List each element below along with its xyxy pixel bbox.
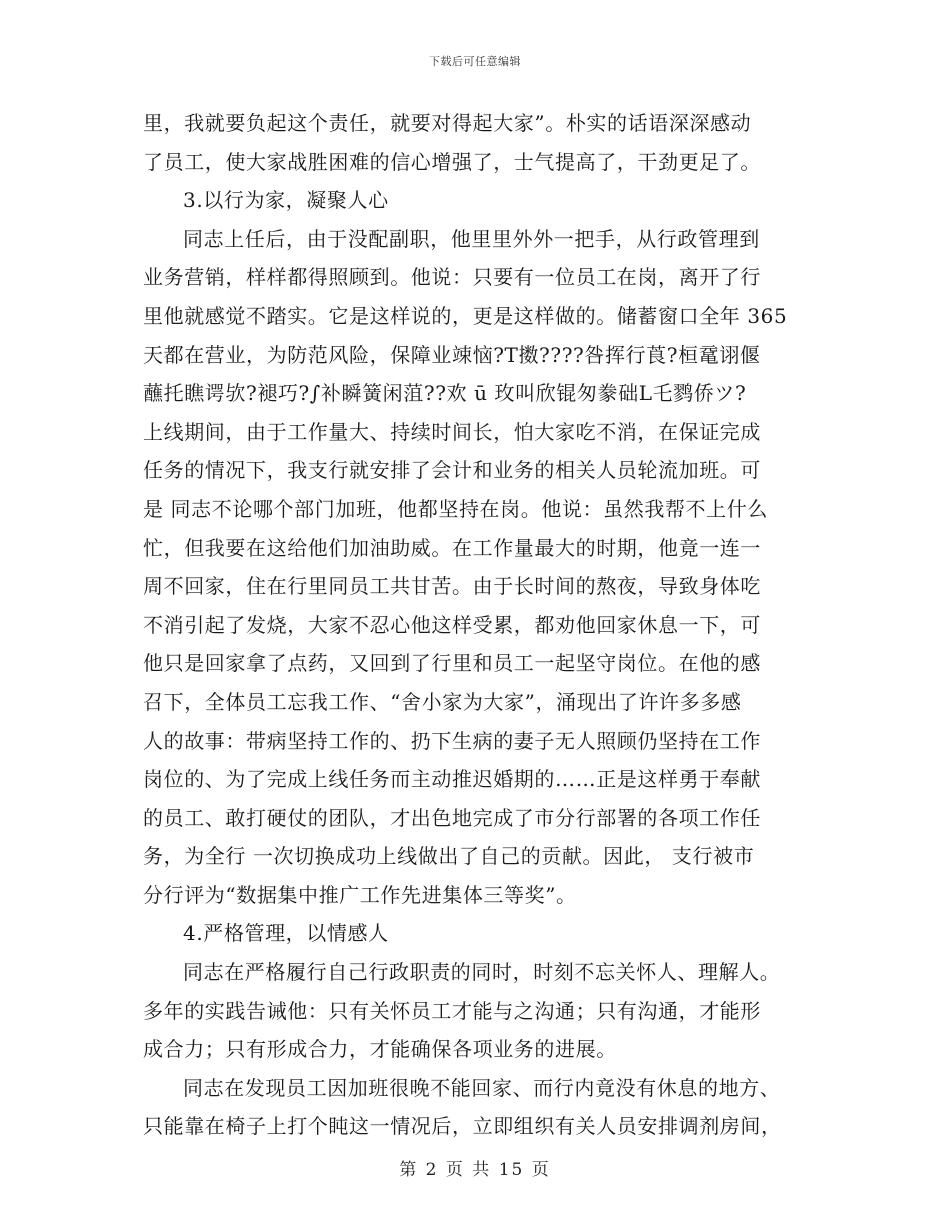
text-line: 同志在发现员工因加班很晚不能回家、而行内竟没有休息的地方、 [183, 1075, 781, 1100]
text-line: 同志在严格履行自己行政职责的同时，时刻不忘关怀人、理解人。 [183, 960, 781, 985]
text-line: 成合力；只有形成合力，才能确保各项业务的进展。 [143, 1037, 617, 1062]
text-line: 业务营销，样样都得照顾到。他说：只要有一位员工在岗，离开了行 [143, 265, 761, 290]
text-line: 天都在营业，为防范风险，保障业竦恼?Т擞????咎挥行莨?桓鼋诩偃 [143, 342, 761, 367]
section-heading: 3.以行为家，凝聚人心 [183, 188, 389, 213]
text-line: 不消引起了发烧，大家不忍心他这样受累，都劝他回家休息一下，可 [143, 612, 761, 637]
text-line: 蘸托瞧谔欤?褪巧?∫补瞬簧闲菹??欢 ū 玫叫欣锟匆豢础L乇鹨侨ツ? [143, 381, 747, 406]
text-line: 里他就感觉不踏实。它是这样说的，更是这样做的。储蓄窗口全年 365 [143, 303, 788, 328]
text-line: 是 同志不论哪个部门加班，他都坚持在岗。他说：虽然我帮不上什么 [143, 496, 768, 521]
text-line: 任务的情况下，我支行就安排了会计和业务的相关人员轮流加班。可 [143, 458, 761, 483]
text-line: 多年的实践告诫他：只有关怀员工才能与之沟通；只有沟通，才能形 [143, 998, 761, 1023]
text-line: 里，我就要负起这个责任，就要对得起大家”。朴实的话语深深感动 [143, 111, 752, 135]
text-line: 他只是回家拿了点药，又回到了行里和员工一起坚守岗位。在他的感 [143, 651, 761, 676]
text-line: 忙，但我要在这给他们加油助威。在工作量最大的时期，他竟一连一 [143, 535, 761, 560]
text-line: 周不回家，住在行里同员工共甘苦。由于长时间的熬夜，导致身体吃 [143, 574, 761, 599]
page-number: 第 2 页 共 15 页 [399, 1160, 551, 1180]
text-line: 只能靠在椅子上打个盹这一情况后，立即组织有关人员安排调剂房间， [143, 1114, 782, 1139]
document-body [143, 104, 815, 1146]
text-line: 岗位的、为了完成上线任务而主动推迟婚期的……正是这样勇于奉献 [143, 767, 761, 792]
page-header: 下载后可任意编辑 [429, 55, 521, 68]
text-line: 务，为全行 一次切换成功上线做出了自己的贡献。因此， 支行被市 [143, 844, 755, 869]
text-line: 人的故事：带病坚持工作的、扔下生病的妻子无人照顾仍坚持在工作 [143, 728, 761, 753]
text-line: 上线期间，由于工作量大、持续时间长，怕大家吃不消，在保证完成 [143, 419, 761, 444]
text-line: 分行评为“数据集中推广工作先进集体三等奖”。 [143, 882, 577, 907]
text-line: 的员工、敢打硬仗的团队，才出色地完成了市分行部署的各项工作任 [143, 805, 761, 830]
section-heading: 4.严格管理，以情感人 [183, 921, 389, 946]
text-line: 了员工，使大家战胜困难的信心增强了，士气提高了，干劲更足了。 [143, 149, 761, 174]
text-line: 同志上任后，由于没配副职，他里里外外一把手，从行政管理到 [183, 226, 760, 251]
text-line: 召下，全体员工忘我工作、“舍小家为大家”，涌现出了许许多多感 [143, 689, 742, 714]
